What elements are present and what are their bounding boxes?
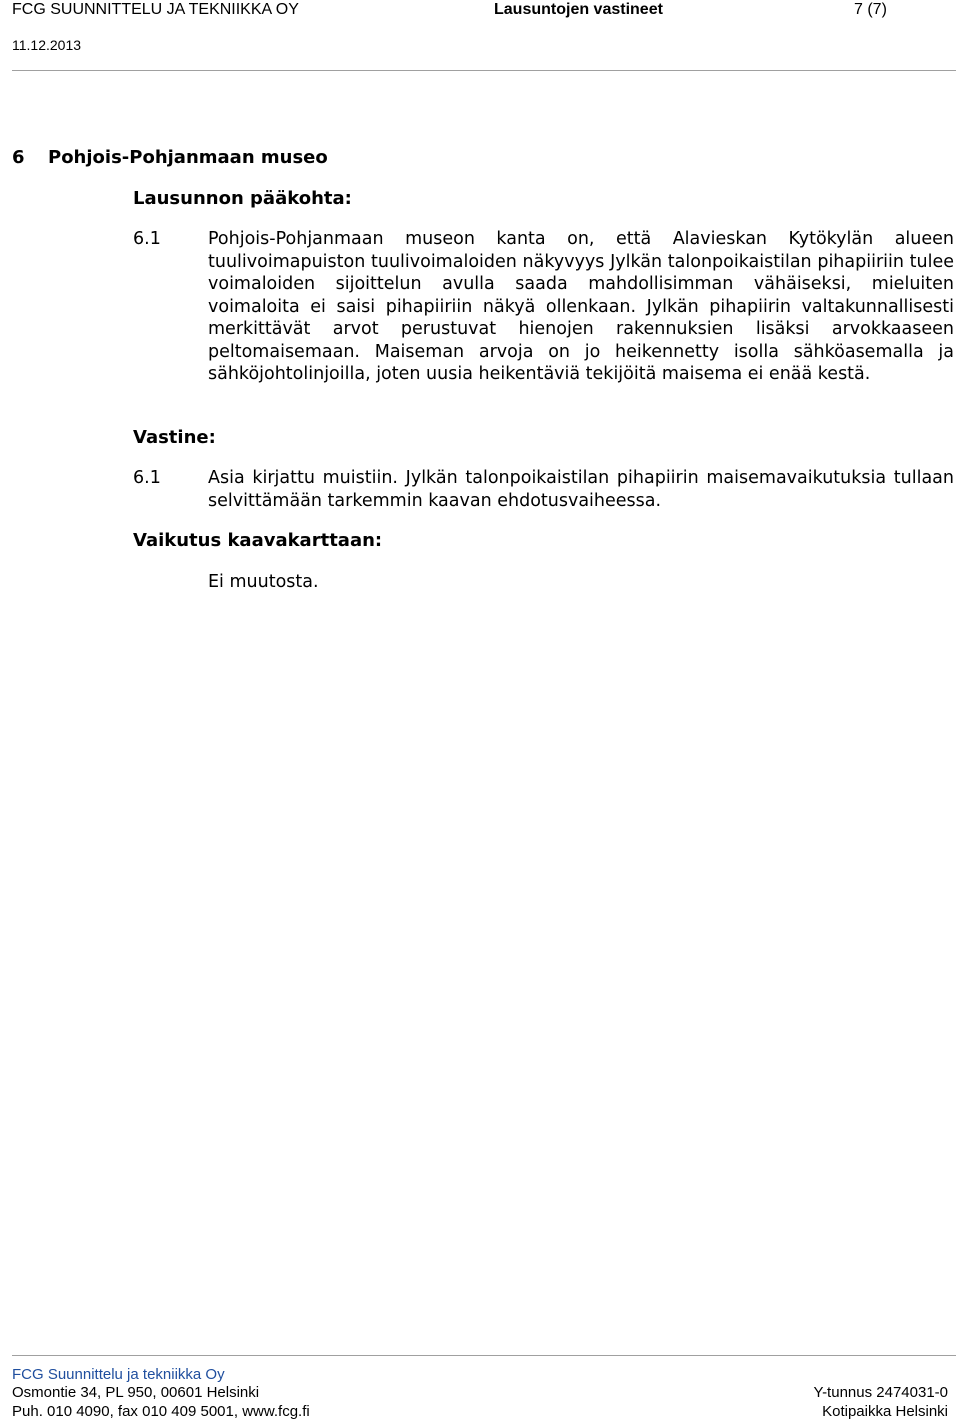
footer-contact: Puh. 010 4090, fax 010 409 5001, www.fcg.fi	[12, 1403, 310, 1420]
header-page-number: 7 (7)	[854, 1, 887, 18]
header-divider	[12, 70, 956, 71]
effect-label: Vaikutus kaavakarttaan:	[133, 530, 383, 551]
header-company: FCG SUUNNITTELU JA TEKNIIKKA OY	[12, 1, 299, 18]
reply-item-number: 6.1	[133, 468, 161, 488]
statement-text: Pohjois-Pohjanmaan museon kanta on, että Alavieskan Kytökylän alueen tuulivoimapuiston tuulivoimaloiden näkyvyys Jylkän talonpoikaistilan pihapiiriin tulee voimaloiden sijoittelun avulla saada mahdollisimman vähäiseksi, mieluiten voimaloita ei saisi pihapiiriin näkyä ollenkaan. Jylkän pihapiirin valtakunnallisesti merkittävät arvot perustuvat hienojen rakennuksien lisäksi arvokkaaseen peltomaisemaan. Maiseman arvoja on jo heikennetty isolla sähköasemalla ja sähköjohtolinjoilla, joten uusia heikentäviä tekijöitä maisema ei enää kestä.	[208, 229, 954, 384]
reply-text: Asia kirjattu muistiin. Jylkän talonpoikaistilan pihapiirin maisemavaikutuksia tullaan selvittämään tarkemmin kaavan ehdotusvaiheessa.	[208, 468, 954, 511]
reply-label: Vastine:	[133, 427, 216, 448]
header-date: 11.12.2013	[12, 37, 82, 53]
footer-domicile: Kotipaikka Helsinki	[822, 1403, 948, 1420]
statement-label: Lausunnon pääkohta:	[133, 188, 352, 209]
effect-text: Ei muutosta.	[208, 572, 319, 592]
statement-item-number: 6.1	[133, 229, 161, 249]
footer-business-id: Y-tunnus 2474031-0	[813, 1384, 948, 1401]
footer-address: Osmontie 34, PL 950, 00601 Helsinki	[12, 1384, 260, 1401]
header-document-title: Lausuntojen vastineet	[494, 1, 663, 18]
footer-company: FCG Suunnittelu ja tekniikka Oy	[12, 1366, 225, 1383]
footer-divider	[12, 1355, 956, 1356]
section-number: 6	[12, 147, 25, 168]
section-title: Pohjois-Pohjanmaan museo	[48, 147, 328, 168]
